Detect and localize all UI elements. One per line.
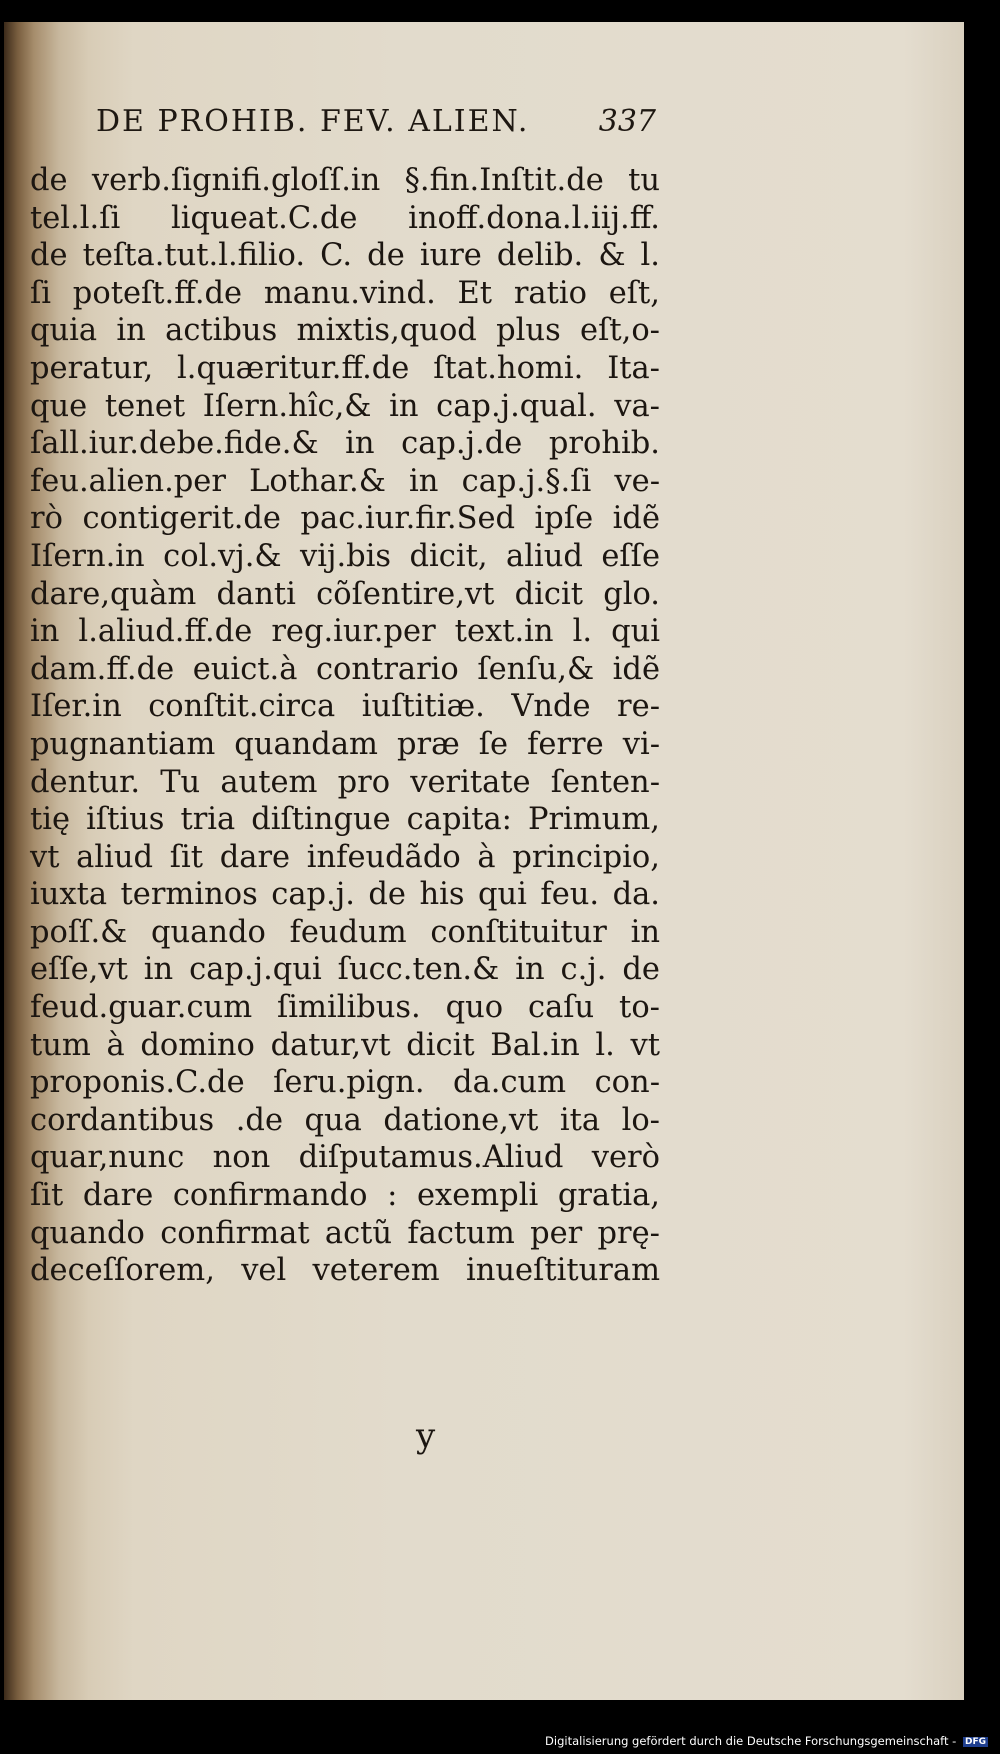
text-line: proponis.C.de ſeru.pign. da.cum con- [30,1065,660,1101]
text-line: dam.ff.de euict.à contrario ſenſu,& idẽ [30,651,660,687]
text-line: in l.aliud.ff.de reg.iur.per text.in l. qui [30,614,660,650]
running-head: DE PROHIB. FEV. ALIEN. [96,104,530,139]
text-line: cordantibus .de qua datione,vt ita lo- [30,1102,660,1138]
text-block [30,162,660,1290]
book-page [4,22,964,1700]
text-line: de teſta.tut.l.filio. C. de iure delib. & l. [30,238,660,274]
text-line: tię iſtius tria diſtingue capita: Primum, [30,802,660,838]
text-line: Iſern.in col.vj.& vij.bis dicit, aliud eſſe [30,538,660,574]
text-line: ſall.iur.debe.fide.& in cap.j.de prohib. [30,426,660,462]
text-line: poſſ.& quando feudum conſtituitur in [30,914,660,950]
text-line: de verb.ſignifi.gloſſ.in §.fin.Inſtit.de tu [30,163,660,198]
text-line: quia in actibus mixtis,quod plus eſt,o- [30,313,660,349]
text-line: tel.l.ſi liqueat.C.de inoff.dona.l.iij.ff. [30,200,660,236]
text-line: ſit dare confirmando : exempli gratia, [30,1178,660,1214]
text-line: pugnantiam quandam præ ſe ferre vi- [30,726,660,762]
page-header [96,104,656,150]
catchword: y [416,1416,436,1456]
text-line: que tenet Iſern.hîc,& in cap.j.qual. va- [30,388,660,424]
digitization-credit [545,1734,988,1748]
text-line: vt aliud ſit dare infeudãdo à principio, [30,839,660,875]
text-line: rò contigerit.de pac.iur.fir.Sed ipſe idẽ [30,501,660,537]
dfg-logo: DFG [964,1736,986,1747]
text-line: feud.guar.cum ſimilibus. quo caſu to- [30,990,660,1026]
text-line: feu.alien.per Lothar.& in cap.j.§.ſi ve- [30,463,660,499]
text-line: dare,quàm danti cõſentire,vt dicit glo. [30,576,660,612]
text-line: iuxta terminos cap.j. de his qui feu. da. [30,877,660,913]
text-line: quando confirmat actũ factum per prę- [30,1215,660,1251]
text-line: dentur. Tu autem pro veritate ſenten- [30,764,660,800]
page-number: 337 [598,104,656,139]
text-line: ſi poteſt.ff.de manu.vind. Et ratio eſt, [30,275,660,311]
text-line: peratur, l.quæritur.ff.de ſtat.homi. Ita- [30,350,660,386]
text-line: Iſer.in conſtit.circa iuſtitiæ. Vnde re- [30,689,660,725]
text-line: tum à domino datur,vt dicit Bal.in l. vt [30,1027,660,1063]
text-line: quar,nunc non diſputamus.Aliud verò [30,1140,660,1176]
text-line: deceſſorem, vel veterem inueſtituram [30,1253,660,1289]
credit-text: Digitalisierung gefördert durch die Deutsche Forschungsgemeinschaft - [545,1734,957,1748]
text-line: eſſe,vt in cap.j.qui ſucc.ten.& in c.j. de [30,952,660,988]
